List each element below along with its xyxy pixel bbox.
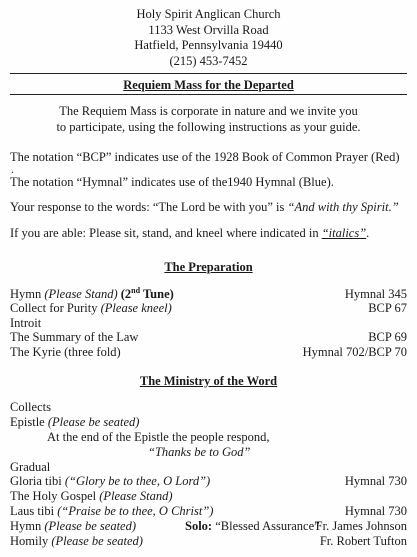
epistle-note-1: At the end of the Epistle the people respond,	[47, 430, 270, 444]
response-text: Your response to the words: “The Lord be with you” is	[10, 200, 288, 214]
hymnal-note: The notation “Hymnal” indicates use of the1940 Hymnal (Blue).	[10, 175, 334, 189]
hymn-ref: Hymnal 345	[344, 287, 407, 301]
title-divider	[10, 94, 407, 95]
church-street: 1133 West Orvilla Road	[148, 22, 269, 37]
page-title: Requiem Mass for the Departed	[123, 78, 294, 92]
gospel-label: The Holy Gospel	[10, 489, 100, 503]
tune-number: (2	[117, 287, 132, 301]
epistle-instruction: (Please be seated)	[47, 415, 140, 429]
laus-instruction: (“Praise be to thee, O Christ”)	[57, 504, 214, 518]
laus-ref: Hymnal 730	[344, 504, 407, 518]
able-note	[10, 226, 369, 241]
top-divider	[10, 73, 407, 74]
ministry-title: The Ministry of the Word	[139, 374, 278, 388]
church-city: Hatfield, Pennsylvania 19440	[134, 38, 283, 53]
kyrie-ref: Hymnal 702/BCP 70	[302, 345, 407, 359]
hymn-label: Hymn	[10, 287, 45, 301]
epistle-label: Epistle	[10, 415, 48, 429]
able-suffix: .	[366, 226, 370, 240]
gloria-instruction: (“Glory be to thee, O Lord”)	[64, 474, 211, 488]
ministry-hymn-instruction: (Please be seated)	[44, 519, 137, 533]
hymn-instruction: (Please Stand)	[44, 287, 118, 301]
tune-ordinal: nd	[131, 285, 141, 295]
kyrie-label: The Kyrie (three fold)	[10, 345, 121, 359]
laus-label: Laus tibi	[10, 504, 58, 518]
collects-label: Collects	[10, 400, 51, 414]
response-note	[10, 200, 399, 215]
bcp-note: The notation “BCP” indicates use of the 1928 Book of Common Prayer (Red)	[10, 150, 400, 164]
ministry-hymn-ref: Fr. James Johnson	[315, 519, 407, 533]
intro-line-1: The Requiem Mass is corporate in nature and we invite you	[59, 104, 358, 118]
summary-label: The Summary of the Law	[10, 330, 139, 344]
intro-paragraph	[0, 104, 417, 135]
epistle-note-2: “Thanks be to God”	[148, 445, 251, 459]
gradual-label: Gradual	[10, 460, 51, 474]
able-italic: “italics”	[321, 226, 367, 240]
ministry-hymn-label: Hymn	[10, 519, 45, 533]
tune-word: Tune)	[140, 287, 174, 301]
response-italic: “And with thy Spirit.”	[287, 200, 399, 214]
introit-label: Introit	[10, 316, 42, 330]
church-phone: (215) 453-7452	[169, 53, 248, 68]
able-text: If you are able: Please sit, stand, and kneel where indicated in	[10, 226, 322, 240]
stray-mark: .	[11, 162, 14, 176]
solo-title: “Blessed Assurance”	[212, 519, 320, 533]
summary-ref: BCP 69	[368, 330, 407, 344]
collect-label: Collect for Purity	[10, 301, 101, 315]
gloria-ref: Hymnal 730	[344, 474, 407, 488]
church-header	[0, 7, 417, 69]
preparation-title: The Preparation	[164, 260, 253, 274]
church-name: Holy Spirit Anglican Church	[136, 7, 281, 21]
collect-ref: BCP 67	[368, 301, 407, 315]
intro-line-2: to participate, using the following instructions as your guide.	[56, 119, 361, 134]
homily-instruction: (Please be seated)	[51, 534, 143, 548]
homily-label: Homily	[10, 534, 52, 548]
solo-label: Solo:	[185, 519, 213, 533]
homily-ref: Fr. Robert Tufton	[319, 534, 407, 548]
gloria-label: Gloria tibi	[10, 474, 65, 488]
gospel-instruction: (Please Stand)	[99, 489, 173, 503]
collect-instruction: (Please kneel)	[100, 301, 172, 315]
